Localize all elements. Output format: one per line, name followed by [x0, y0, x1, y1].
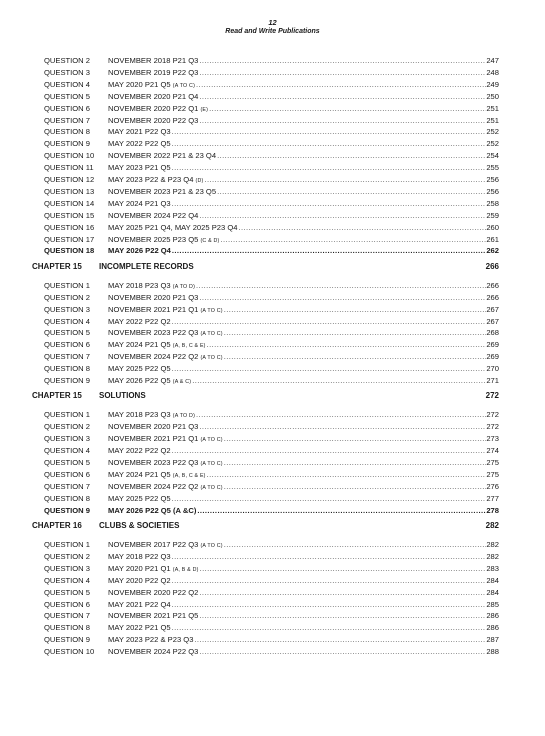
toc-entry[interactable]	[0, 563, 545, 574]
dot-leader	[199, 55, 486, 66]
toc-entry[interactable]	[0, 162, 545, 173]
page-ref: 266	[486, 280, 499, 290]
entry-line	[108, 67, 499, 78]
entry-line	[108, 55, 499, 66]
part-range: (A, B, C & E)	[172, 472, 206, 479]
toc-entry[interactable]	[0, 375, 545, 386]
page-ref: 262	[486, 246, 499, 256]
exam-paper: NOVEMBER 2020 P22 Q1	[108, 103, 201, 113]
question-label: QUESTION 4	[44, 446, 90, 456]
entry-line	[108, 575, 499, 586]
question-label: QUESTION 9	[44, 505, 90, 515]
entry-line	[108, 198, 499, 209]
toc-entry[interactable]	[0, 575, 545, 586]
question-label: QUESTION 6	[44, 599, 90, 609]
dot-leader	[192, 375, 486, 388]
dot-leader	[199, 292, 486, 303]
exam-reference	[108, 622, 172, 633]
dot-leader	[199, 91, 486, 102]
toc-entry[interactable]	[0, 505, 545, 516]
page-number: 12	[268, 18, 277, 27]
question-label: QUESTION 7	[44, 611, 90, 621]
exam-reference	[108, 150, 217, 161]
page-ref: 284	[486, 575, 499, 585]
toc-entry[interactable]	[0, 91, 545, 102]
toc-entry[interactable]	[0, 126, 545, 137]
page-ref: 275	[486, 458, 499, 467]
entry-line	[108, 210, 499, 221]
exam-reference	[108, 210, 199, 221]
exam-reference	[108, 222, 238, 233]
question-label: QUESTION 4	[44, 79, 90, 89]
entry-line	[108, 150, 499, 161]
question-label: QUESTION 14	[44, 198, 95, 208]
dot-leader	[194, 634, 486, 645]
question-label: QUESTION 11	[44, 163, 94, 173]
dot-leader	[172, 599, 487, 610]
entry-line	[108, 505, 499, 516]
question-label: QUESTION 9	[44, 376, 90, 385]
chapter-number: CHAPTER 16	[32, 521, 82, 530]
question-label: QUESTION 18	[44, 246, 95, 256]
question-label: QUESTION 4	[44, 316, 90, 326]
exam-paper: MAY 2025 P22 Q5	[108, 493, 171, 503]
exam-paper: MAY 2022 P22 Q5	[108, 139, 171, 149]
page-ref: 286	[486, 611, 499, 621]
toc-entry[interactable]	[0, 304, 545, 315]
part-range: (A TO C)	[200, 355, 223, 362]
question-label: QUESTION 4	[44, 575, 90, 585]
exam-paper: NOVEMBER 2020 P22 Q3	[108, 115, 199, 125]
question-label: QUESTION 12	[44, 175, 95, 184]
exam-paper: MAY 2026 P22 Q4	[108, 246, 171, 256]
page-ref: 247	[486, 56, 499, 65]
exam-reference	[108, 162, 172, 173]
exam-paper: MAY 2023 P22 & P23 Q4	[108, 175, 196, 184]
exam-paper: MAY 2026 P22 Q5	[108, 376, 173, 385]
dot-leader	[199, 646, 486, 657]
toc-entry[interactable]	[0, 245, 545, 256]
entry-line	[108, 115, 499, 126]
page-ref: 250	[486, 91, 499, 101]
exam-paper: NOVEMBER 2025 P23 Q5	[108, 234, 201, 244]
exam-paper: MAY 2023 P21 Q5	[108, 163, 171, 173]
part-range: (C & D)	[200, 237, 220, 244]
question-label: QUESTION 7	[44, 481, 90, 491]
toc-entry[interactable]	[0, 409, 545, 420]
toc-entry[interactable]	[0, 103, 545, 114]
exam-reference	[108, 445, 172, 456]
page-ref: 285	[486, 599, 499, 609]
toc-entry[interactable]	[0, 67, 545, 78]
chapter-page: 282	[485, 521, 499, 530]
toc-entry[interactable]	[0, 186, 545, 197]
page-ref: 282	[486, 551, 499, 561]
page-ref: 256	[486, 186, 499, 196]
page-ref: 283	[486, 563, 499, 573]
exam-paper: NOVEMBER 2024 P22 Q4	[108, 210, 199, 220]
page-ref: 276	[486, 481, 499, 491]
part-range: (A TO C)	[172, 82, 196, 89]
entry-line	[108, 138, 499, 149]
entry-line	[108, 610, 499, 621]
exam-paper: MAY 2021 P22 Q4	[108, 599, 171, 609]
entry-line	[108, 445, 499, 456]
question-label: QUESTION 5	[44, 328, 90, 338]
exam-paper: NOVEMBER 2023 P22 Q3	[108, 458, 201, 467]
part-range: (A TO C)	[200, 331, 223, 338]
question-label: QUESTION 5	[44, 458, 90, 467]
entry-line	[108, 222, 499, 233]
toc-entry[interactable]	[0, 634, 545, 645]
page-ref: 259	[486, 210, 499, 220]
exam-paper: NOVEMBER 2021 P21 Q1	[108, 304, 201, 314]
exam-paper: NOVEMBER 2022 P21 & 23 Q4	[108, 151, 217, 161]
question-label: QUESTION 17	[44, 234, 95, 244]
page-ref: 249	[486, 79, 499, 89]
part-range: (A & C)	[172, 379, 192, 385]
exam-reference	[108, 67, 199, 78]
dot-leader	[238, 222, 486, 233]
exam-reference	[108, 610, 199, 621]
toc-entry[interactable]	[0, 198, 545, 209]
dot-leader	[199, 210, 486, 221]
page-ref: 273	[486, 434, 499, 444]
toc-entry[interactable]	[0, 457, 545, 468]
exam-paper: MAY 2024 P21 Q5	[108, 340, 173, 350]
exam-reference	[108, 505, 197, 516]
entry-line	[108, 634, 499, 645]
toc-entry[interactable]	[0, 222, 545, 233]
page-ref: 271	[486, 376, 499, 385]
question-label: QUESTION 1	[44, 540, 90, 549]
toc-entry[interactable]	[0, 445, 545, 456]
question-label: QUESTION 3	[44, 434, 90, 444]
exam-paper: MAY 2018 P23 Q3	[108, 280, 173, 290]
toc-entry[interactable]	[0, 174, 545, 185]
page-ref: 251	[486, 115, 499, 125]
question-label: QUESTION 2	[44, 422, 90, 432]
dot-leader	[172, 245, 486, 256]
exam-paper: MAY 2022 P22 Q2	[108, 316, 171, 326]
exam-reference	[108, 198, 172, 209]
page-ref: 286	[486, 623, 499, 633]
question-label: QUESTION 6	[44, 340, 90, 350]
exam-paper: NOVEMBER 2020 P21 Q3	[108, 292, 199, 302]
question-label: QUESTION 10	[44, 151, 95, 161]
entry-line	[108, 622, 499, 633]
page-ref: 268	[486, 328, 499, 338]
exam-paper: MAY 2020 P21 Q1	[108, 563, 173, 573]
dot-leader	[199, 67, 486, 78]
toc-entry[interactable]	[0, 138, 545, 149]
toc-entry[interactable]	[0, 551, 545, 562]
page-ref: 251	[486, 103, 499, 113]
page-ref: 270	[486, 364, 499, 374]
toc-entry[interactable]	[0, 351, 545, 362]
dot-leader	[172, 551, 487, 562]
question-label: QUESTION 2	[44, 551, 90, 561]
question-label: QUESTION 7	[44, 115, 90, 125]
toc-entry[interactable]	[0, 587, 545, 598]
dot-leader	[172, 493, 487, 504]
question-label: QUESTION 5	[44, 587, 90, 597]
entry-line	[108, 363, 499, 374]
entry-line	[108, 587, 499, 598]
page-ref: 282	[486, 540, 499, 549]
entry-line	[108, 316, 499, 327]
dot-leader	[172, 575, 487, 586]
exam-paper: NOVEMBER 2024 P22 Q2	[108, 481, 201, 491]
entry-line	[108, 421, 499, 432]
entry-line	[108, 292, 499, 303]
exam-reference	[108, 126, 172, 137]
exam-reference	[108, 186, 217, 197]
toc-entry[interactable]	[0, 493, 545, 504]
entry-line	[108, 186, 499, 197]
dot-leader	[172, 126, 487, 137]
exam-reference	[108, 91, 199, 102]
question-label: QUESTION 1	[44, 280, 90, 290]
exam-paper: MAY 2020 P21 Q5	[108, 79, 173, 89]
entry-line	[108, 375, 499, 388]
question-label: QUESTION 10	[44, 647, 95, 657]
toc-entry[interactable]	[0, 433, 545, 444]
part-range: (A, B, C & E)	[172, 343, 206, 350]
toc-entry[interactable]	[0, 539, 545, 550]
exam-paper: MAY 2020 P22 Q2	[108, 575, 171, 585]
exam-paper: NOVEMBER 2018 P21 Q3	[108, 56, 199, 65]
part-range: (A TO C)	[200, 307, 223, 314]
exam-reference	[108, 587, 199, 598]
page-ref: 284	[486, 587, 499, 597]
part-range: (A TO D)	[172, 413, 196, 420]
dot-leader	[199, 421, 486, 432]
entry-line	[108, 551, 499, 562]
toc-entry[interactable]	[0, 210, 545, 221]
page-ref: 274	[486, 446, 499, 456]
toc-entry[interactable]	[0, 622, 545, 633]
dot-leader	[172, 198, 487, 209]
chapter-title: INCOMPLETE RECORDS	[99, 261, 194, 271]
exam-reference	[108, 55, 199, 66]
exam-paper: MAY 2018 P22 Q3	[108, 551, 171, 561]
page-ref: 266	[486, 292, 499, 302]
question-label: QUESTION 8	[44, 364, 90, 374]
exam-paper: NOVEMBER 2021 P21 Q5	[108, 611, 199, 621]
publisher-title: Read and Write Publications	[225, 28, 320, 35]
page-ref: 267	[486, 316, 499, 326]
entry-line	[108, 91, 499, 102]
part-range: (D)	[195, 178, 204, 184]
toc-entry[interactable]	[0, 316, 545, 327]
exam-reference	[108, 292, 199, 303]
dot-leader	[172, 445, 487, 456]
toc-entry[interactable]	[0, 339, 545, 350]
exam-reference	[108, 421, 199, 432]
page-ref: 287	[486, 635, 499, 645]
chapter-page: 272	[485, 391, 499, 401]
exam-paper: NOVEMBER 2017 P22 Q3	[108, 540, 201, 549]
toc-entry[interactable]	[0, 79, 545, 90]
toc-entry[interactable]	[0, 599, 545, 610]
part-range: (E)	[200, 106, 209, 113]
exam-reference	[108, 115, 199, 126]
toc-entry[interactable]	[0, 646, 545, 657]
toc-entry[interactable]	[0, 363, 545, 374]
page-ref: 278	[486, 505, 499, 515]
entry-line	[108, 599, 499, 610]
exam-paper: NOVEMBER 2023 P22 Q3	[108, 328, 201, 338]
dot-leader	[199, 587, 486, 598]
exam-reference	[108, 599, 172, 610]
exam-reference	[108, 363, 172, 374]
page-ref: 272	[486, 422, 499, 432]
page-ref: 252	[486, 127, 499, 137]
dot-leader	[172, 363, 487, 374]
question-label: QUESTION 7	[44, 352, 90, 362]
question-label: QUESTION 6	[44, 469, 90, 479]
exam-reference	[108, 245, 172, 256]
toc-entry[interactable]	[0, 280, 545, 291]
question-label: QUESTION 2	[44, 292, 90, 302]
exam-reference	[108, 551, 172, 562]
question-label: QUESTION 13	[44, 186, 95, 196]
toc-entry[interactable]	[0, 327, 545, 338]
dot-leader	[217, 186, 486, 197]
chapter-number: CHAPTER 15	[32, 261, 82, 271]
exam-reference	[108, 634, 194, 645]
exam-paper: MAY 2024 P21 Q5	[108, 469, 173, 479]
exam-paper: NOVEMBER 2020 P21 Q3	[108, 422, 199, 432]
page-ref: 258	[486, 198, 499, 208]
page-ref: 288	[486, 647, 499, 657]
dot-leader	[172, 162, 487, 173]
exam-paper: MAY 2026 P22 Q5 (A &C)	[108, 505, 197, 515]
question-label: QUESTION 15	[44, 210, 95, 220]
exam-paper: MAY 2023 P22 & P23 Q3	[108, 635, 194, 645]
exam-paper: NOVEMBER 2020 P22 Q2	[108, 587, 199, 597]
page-ref: 267	[486, 304, 499, 314]
part-range: (A TO C)	[200, 484, 223, 491]
exam-paper: MAY 2025 P22 Q5	[108, 364, 171, 374]
exam-reference	[108, 316, 172, 327]
entry-line	[108, 493, 499, 504]
exam-reference	[108, 646, 199, 657]
toc-entry[interactable]	[0, 115, 545, 126]
question-label: QUESTION 3	[44, 67, 90, 77]
exam-paper: NOVEMBER 2021 P21 Q1	[108, 434, 201, 444]
exam-paper: MAY 2025 P21 Q4, MAY 2025 P23 Q4	[108, 222, 238, 232]
exam-paper: NOVEMBER 2024 P22 Q2	[108, 352, 201, 362]
page-ref: 272	[486, 410, 499, 420]
dot-leader	[172, 138, 487, 149]
page-ref: 269	[486, 340, 499, 350]
chapter-heading[interactable]	[0, 390, 545, 402]
chapter-page: 266	[485, 261, 499, 271]
exam-paper: MAY 2021 P22 Q3	[108, 127, 171, 137]
part-range: (A TO C)	[200, 461, 223, 467]
toc-entry[interactable]	[0, 150, 545, 161]
question-label: QUESTION 1	[44, 410, 90, 420]
question-label: QUESTION 16	[44, 222, 95, 232]
page-ref: 255	[486, 163, 499, 173]
question-label: QUESTION 5	[44, 91, 90, 101]
toc-entry[interactable]	[0, 610, 545, 621]
toc-entry[interactable]	[0, 55, 545, 66]
question-label: QUESTION 9	[44, 635, 90, 645]
toc-entry[interactable]	[0, 481, 545, 492]
toc-entry[interactable]	[0, 421, 545, 432]
toc-entry[interactable]	[0, 292, 545, 303]
part-range: (A TO C)	[200, 543, 223, 549]
chapter-title: SOLUTIONS	[99, 391, 146, 401]
dot-leader	[172, 316, 487, 327]
entry-line	[108, 646, 499, 657]
part-range: (A TO D)	[172, 283, 196, 290]
entry-line	[108, 126, 499, 137]
toc-entry[interactable]	[0, 234, 545, 245]
dot-leader	[217, 150, 486, 161]
exam-reference	[108, 375, 192, 388]
exam-paper: NOVEMBER 2024 P22 Q3	[108, 647, 199, 657]
exam-reference	[108, 575, 172, 586]
chapter-number: CHAPTER 15	[32, 391, 82, 401]
exam-paper: NOVEMBER 2023 P21 & 23 Q5	[108, 186, 217, 196]
exam-paper: MAY 2018 P23 Q3	[108, 410, 173, 420]
part-range: (A, B & D)	[172, 566, 199, 573]
exam-paper: NOVEMBER 2019 P22 Q3	[108, 67, 199, 77]
page-ref: 256	[486, 175, 499, 184]
page-ref: 260	[486, 222, 499, 232]
question-label: QUESTION 6	[44, 103, 90, 113]
page-ref: 261	[486, 234, 499, 244]
exam-reference	[108, 138, 172, 149]
exam-paper: MAY 2022 P22 Q2	[108, 446, 171, 456]
page-header	[0, 18, 545, 36]
chapter-heading[interactable]	[0, 520, 545, 532]
entry-line	[108, 245, 499, 256]
page-ref: 277	[486, 493, 499, 503]
exam-paper: NOVEMBER 2020 P21 Q4	[108, 91, 199, 101]
page-ref: 248	[486, 67, 499, 77]
exam-paper: MAY 2022 P21 Q5	[108, 623, 171, 633]
chapter-title: CLUBS & SOCIETIES	[99, 521, 180, 530]
dot-leader	[197, 505, 486, 516]
page-ref: 269	[486, 352, 499, 362]
part-range: (A TO C)	[200, 437, 223, 444]
question-label: QUESTION 9	[44, 139, 90, 149]
chapter-heading[interactable]	[0, 261, 545, 273]
dot-leader	[199, 115, 486, 126]
toc-entry[interactable]	[0, 469, 545, 480]
question-label: QUESTION 8	[44, 493, 90, 503]
question-label: QUESTION 3	[44, 304, 90, 314]
exam-reference	[108, 493, 172, 504]
page-ref: 275	[486, 469, 499, 479]
question-label: QUESTION 2	[44, 56, 90, 65]
entry-line	[108, 162, 499, 173]
dot-leader	[172, 622, 487, 633]
page-ref: 254	[486, 151, 499, 161]
dot-leader	[199, 610, 486, 621]
question-label: QUESTION 8	[44, 623, 90, 633]
page-ref: 252	[486, 139, 499, 149]
exam-paper: MAY 2024 P21 Q3	[108, 198, 171, 208]
question-label: QUESTION 3	[44, 563, 90, 573]
question-label: QUESTION 8	[44, 127, 90, 137]
